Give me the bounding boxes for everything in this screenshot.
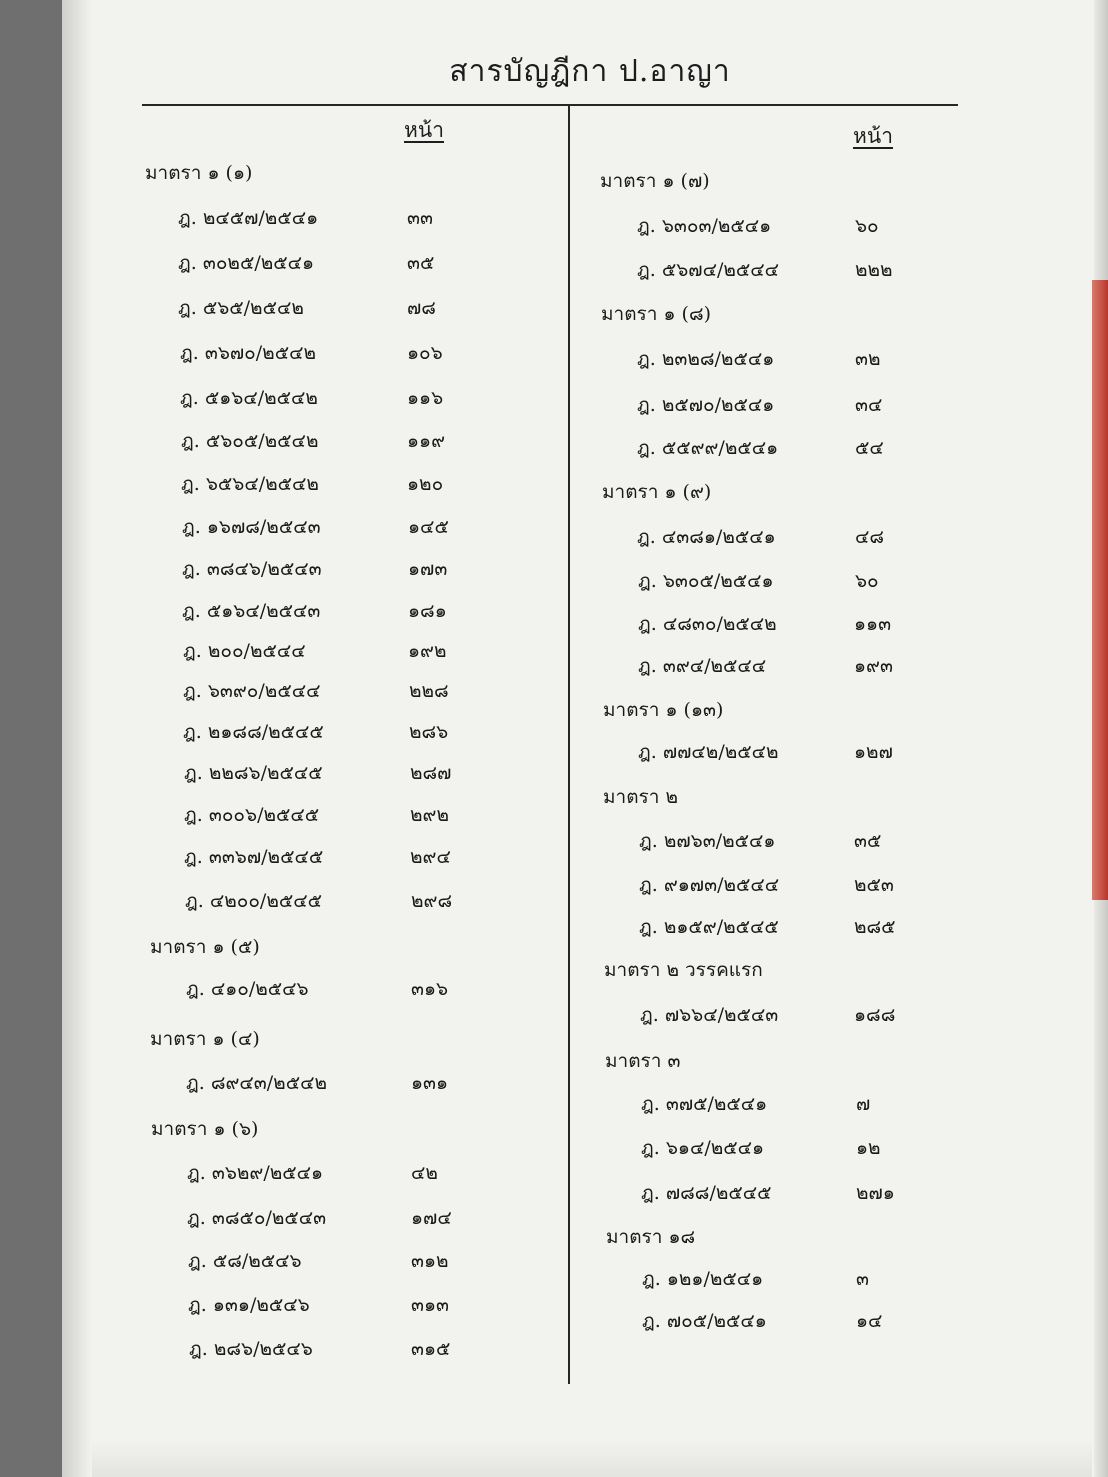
case-reference: ฎ. ๗๘๘/๒๕๔๕ (641, 1182, 772, 1204)
title-rule (142, 104, 958, 106)
case-reference: ฎ. ๔๓๘๑/๒๕๔๑ (637, 526, 776, 548)
case-reference: ฎ. ๗๖๖๔/๒๕๔๓ (640, 1004, 779, 1026)
page-number: ๓๑๓ (411, 1294, 450, 1316)
case-reference: ฎ. ๒๔๕๗/๒๕๔๑ (178, 207, 319, 229)
case-reference: ฎ. ๔๒๐๐/๒๕๔๕ (185, 890, 322, 912)
page-number: ๗ (856, 1093, 871, 1115)
section-heading: มาตรา ๑ (๘) (601, 303, 712, 325)
page-number: ๓๑๒ (411, 1250, 449, 1272)
case-reference: ฎ. ๓๖๒๙/๒๕๔๑ (187, 1162, 324, 1184)
page-number: ๒๒๘ (409, 680, 449, 702)
column-divider (568, 106, 570, 1384)
case-reference: ฎ. ๒๗๖๓/๒๕๔๑ (639, 830, 776, 852)
page-number: ๓๔ (855, 394, 883, 416)
page-number: ๑๑๖ (407, 387, 444, 409)
case-reference: ฎ. ๕๘/๒๕๔๖ (188, 1250, 302, 1272)
case-reference: ฎ. ๑๒๑/๒๕๔๑ (642, 1268, 764, 1290)
page-number: ๓ (856, 1268, 869, 1290)
case-reference: ฎ. ๒๑๘๘/๒๕๔๕ (183, 721, 324, 743)
section-heading: มาตรา ๑ (๙) (602, 481, 712, 503)
case-reference: ฎ. ๗๐๕/๒๕๔๑ (642, 1310, 767, 1332)
page-number: ๔๒ (411, 1162, 438, 1184)
case-reference: ฎ. ๕๖๕/๒๕๔๒ (178, 297, 304, 319)
page-gutter-shadow (62, 0, 92, 1477)
case-reference: ฎ. ๓๗๕/๒๕๔๑ (641, 1093, 768, 1115)
page-number: ๑๐๖ (407, 342, 443, 364)
page-number: ๑๑๙ (407, 430, 446, 452)
page-number: ๑๒๐ (407, 473, 444, 495)
page-number: ๒๘๖ (409, 721, 449, 743)
page-number: ๒๗๑ (856, 1182, 895, 1204)
page-number: ๑๒ (856, 1137, 881, 1159)
page-number: ๔๘ (855, 526, 885, 548)
page-number: ๒๙๘ (411, 890, 453, 912)
page-number: ๓๕ (407, 252, 435, 274)
section-heading: มาตรา ๑ (๑๓) (603, 699, 724, 721)
section-heading: มาตรา ๑ (๗) (600, 170, 710, 192)
background-object (1092, 280, 1108, 900)
section-heading: มาตรา ๑ (๖) (151, 1118, 259, 1140)
page-number: ๒๘๕ (854, 916, 896, 938)
page-number: ๒๙๒ (410, 804, 449, 826)
case-reference: ฎ. ๖๓๐๕/๒๕๔๑ (638, 570, 774, 592)
page-number: ๑๙๒ (408, 640, 447, 662)
section-heading: มาตรา ๑๘ (606, 1226, 696, 1248)
page-number: ๒๙๔ (410, 846, 451, 868)
case-reference: ฎ. ๒๓๒๘/๒๕๔๑ (637, 348, 775, 370)
page-number: ๗๘ (407, 297, 436, 319)
page-number: ๒๕๓ (854, 874, 894, 896)
page-number: ๑๗๔ (411, 1207, 452, 1229)
page-number: ๓๓ (407, 207, 433, 229)
case-reference: ฎ. ๓๘๔๖/๒๕๔๓ (182, 558, 322, 580)
case-reference: ฎ. ๖๑๔/๒๕๔๑ (641, 1137, 765, 1159)
page-number: ๕๔ (855, 437, 884, 459)
case-reference: ฎ. ๕๖๐๕/๒๕๔๒ (181, 430, 319, 452)
page-number: ๓๕ (854, 830, 882, 852)
case-reference: ฎ. ๕๑๖๔/๒๕๔๒ (180, 387, 318, 409)
page-number: ๓๑๖ (411, 978, 449, 1000)
case-reference: ฎ. ๒๐๐/๒๕๔๔ (183, 640, 306, 662)
section-heading: มาตรา ๑ (๕) (150, 936, 260, 958)
page-number: ๑๔๕ (408, 516, 449, 538)
case-reference: ฎ. ๒๑๕๙/๒๕๔๕ (639, 916, 779, 938)
page-number: ๓๑๕ (411, 1338, 451, 1360)
case-reference: ฎ. ๕๖๗๔/๒๕๔๔ (637, 259, 780, 281)
case-reference: ฎ. ๔๘๓๐/๒๕๔๒ (638, 613, 777, 635)
page-bottom-shadow (92, 1440, 1092, 1477)
page-number: ๑๗๓ (408, 558, 448, 580)
case-reference: ฎ. ๗๗๔๒/๒๕๔๒ (638, 741, 779, 763)
page-number: ๒๒๒ (855, 259, 893, 281)
page-number: ๑๓๑ (411, 1072, 449, 1094)
case-reference: ฎ. ๓๖๗๐/๒๕๔๒ (180, 342, 316, 364)
case-reference: ฎ. ๒๘๖/๒๕๔๖ (189, 1338, 313, 1360)
case-reference: ฎ. ๑๖๗๘/๒๕๔๓ (182, 516, 321, 538)
case-reference: ฎ. ๓๐๒๕/๒๕๔๑ (178, 252, 315, 274)
case-reference: ฎ. ๖๓๙๐/๒๕๔๔ (183, 680, 321, 702)
page-title: สารบัญฎีกา ป.อาญา (449, 54, 731, 89)
left-page-column-header: หน้า (404, 118, 444, 142)
case-reference: ฎ. ๕๑๖๔/๒๕๔๓ (182, 600, 321, 622)
page-number: ๑๒๗ (854, 741, 893, 763)
page-number: ๓๒ (855, 348, 881, 370)
case-reference: ฎ. ๓๓๖๗/๒๕๔๕ (184, 846, 324, 868)
case-reference: ฎ. ๖๓๐๓/๒๕๔๑ (637, 215, 772, 237)
right-page-column-header: หน้า (853, 124, 893, 148)
page-number: ๒๘๗ (410, 762, 452, 784)
section-heading: มาตรา ๒ วรรคแรก (604, 959, 763, 981)
page-number: ๑๘๑ (408, 600, 447, 622)
section-heading: มาตรา ๓ (605, 1050, 681, 1072)
section-heading: มาตรา ๑ (๑) (145, 162, 253, 184)
page-number: ๑๑๓ (854, 613, 892, 635)
page-number: ๑๙๓ (854, 655, 893, 677)
case-reference: ฎ. ๓๐๐๖/๒๕๔๕ (184, 804, 320, 826)
case-reference: ฎ. ๓๙๔/๒๕๔๔ (638, 655, 767, 677)
case-reference: ฎ. ๔๑๐/๒๕๔๖ (186, 978, 309, 1000)
page-number: ๑๘๘ (854, 1004, 896, 1026)
case-reference: ฎ. ๘๙๔๓/๒๕๔๒ (186, 1072, 327, 1094)
case-reference: ฎ. ๖๕๖๔/๒๕๔๒ (181, 473, 319, 495)
case-reference: ฎ. ๙๑๗๓/๒๕๔๔ (639, 874, 780, 896)
case-reference: ฎ. ๑๓๑/๒๕๔๖ (188, 1294, 310, 1316)
case-reference: ฎ. ๒๒๘๖/๒๕๔๕ (184, 762, 323, 784)
page-number: ๖๐ (855, 570, 879, 592)
page-number: ๖๐ (855, 215, 879, 237)
case-reference: ฎ. ๕๕๙๙/๒๕๔๑ (637, 437, 779, 459)
case-reference: ฎ. ๒๕๗๐/๒๕๔๑ (637, 394, 775, 416)
section-heading: มาตรา ๒ (603, 786, 678, 808)
section-heading: มาตรา ๑ (๔) (150, 1028, 260, 1050)
page-number: ๑๔ (856, 1310, 883, 1332)
case-reference: ฎ. ๓๘๕๐/๒๕๔๓ (187, 1207, 327, 1229)
